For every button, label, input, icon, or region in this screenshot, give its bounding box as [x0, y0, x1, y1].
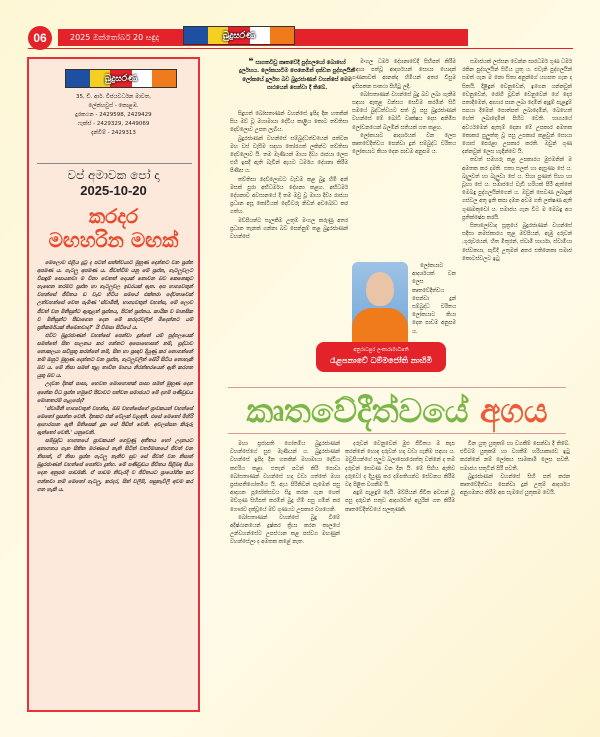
paragraph: සම්බුද්ධ භාගතයේ ශ්‍රාවකයන් ගෙවුණු අතීතය හෝ උදානයට අනාගතය ගැන සිතින මරණයේ නැති සිටින් වර්තමානයේ ජීවත් වන නිසාත්, ඒ නිසා ප්‍රශ්න ගැටලු නැතිව සුව සේ ජීවත් වන නිසාත් බුදුරජාණන් වහන්සේ පෙන්වා දුන්හ. මේ පණිවුඩය ජීවිතය පිළිබඳ සියා දෙන අනුපම පාඩමකි. ඒ පාඩම නිවැරදි ව ජීවිතයට ප්‍රායෝගික කර ගන්නවා නම් මෙතෝ ගැටලු, කරදර, සිත් වලිම්, පසුතැවිලි අවම කර ගත හැකි ය. [37, 438, 193, 493]
author-name: රැළපනාවේ ධම්මජෝති නාහිමි [330, 356, 432, 365]
paragraph: අඳුම් පැළඳුම් දෙයි. මව්පියන් ජීවිත අවසන් වූ පසු දරුවන් සතුව ආදර්ශවත් අයුරින් ගත කිරීම කෘතවේදීත්වයේ සලකුණකි. [345, 490, 455, 513]
phone-line: දුරකථන - 2429598, 2429429 [75, 112, 152, 118]
paragraph: බෝසතාණන් වහන්සේ බුදු වීමේ අදිෂ්ඨානයෙන් දුෂ්කර ක්‍රියා කරන කාලයේ උන්වහන්සේට උපස්ථාන කළ පස්වග මහණුන් වහන්සේලා ද අමතක කළේ නැත. [230, 514, 340, 546]
poya-date: 2025-10-20 [80, 183, 147, 198]
poya-info [29, 167, 198, 199]
divider [37, 163, 192, 164]
fax-line: ෆැක්ස් - 2429329, 2449069 [77, 121, 150, 127]
editorial-title-line2: මඟහරින මඟක් [48, 228, 179, 252]
logo-text: බුදුසරණ [222, 30, 256, 41]
editorial-title-line1: කරදර [88, 204, 139, 228]
paragraph: සිදුහත් බෝසතාණන් වහන්සේ ඉපිද දින හතකින් සිය මව් වූ මහාමායා දේවිය කාළ්‍රිය කොට තව්තිසා දෙව්ලොව උපත ලැබීය. [230, 111, 348, 134]
feature-column-2-wrap [412, 262, 456, 342]
header-rule [28, 48, 573, 49]
paragraph: මහා ප්‍රජාපති ගෝතමිය බුදුරජාණන් වහන්සේගේ සුළු මෑණියන් ය. බුදුරජාණන් වහන්සේ ඉපිද දින හතකින් මහාමායා දේවිය කළුරිය කළා. එතැන් පටන් කිරි පොවා බෝසතාණන් වහන්සේ හදා වඩා ගත්තේ මහා ප්‍රජාපතීගෝතමිය යි. ඇය පිරිනිවන් පෑමෙන් පසු ආදාහන පූජෝත්සවය සිදු කරන ගැන ශෙත් මව්ගුණ සිහිපත් කරමින් බුදු හිමි පසු ගමින් කර ගෞරව දැක්වූයේ මව් ගුණයට උපකාර වශයෙනි. [230, 441, 340, 513]
editorial-box [27, 57, 200, 712]
article-column-1 [230, 440, 340, 712]
headline-rule-bottom [228, 433, 566, 434]
sidebar-logo [65, 69, 177, 88]
feature-column-2 [352, 58, 456, 258]
paragraph: දරුවන් වෙනුවෙන් මුළු ජීවිතය ම කැප කරන්නේ හොඳ දරුවන් හදා වඩා ගැනීම සඳහා ය. මවුපියන්ගේ සලුට බලාපොරොත්තු වන්නේ ද තම දරුවන් සෙවණ වන දින යි. මේ සිහිය ඇතිව දරුවෝ ද දියුණු කර දම්පතියන්ට සේවනය කිරීම වඳ පිළිත වගකීම යි. [345, 441, 455, 489]
paragraph: සිතාලෝවාද සූත්‍රයේ බුදුරජාණන් වහන්සේ සදිසා නමස්කාරය තුළ මව්පියන්, ඇඹු දරුවන් ,ගුරුවරයන්, හිත මිතුරන්, ස්වාමි භාර්යා, ස්වාමියා සේවකයා, පැවිදි උතුමන් අතර එකිනෙකා සමාජ කොටස්වලට ඉටු [462, 223, 572, 262]
author-caption [316, 342, 446, 372]
feature-column-1 [230, 110, 348, 380]
paragraph: තවත් සමහරු කළ උපකාරය මුළුමනින් ම අමතක කර දමති. සතා සලත් හා ඇසුණා සේ ය. බැලුවත් හා බැලුවා සේ ය. සිහා පුණත් සිහා හා වූහා සේ ය. සමාජයේ වැඩි හරියක් පිරී ඇත්තේ මෙබඳු පුද්ගලයින්ගෙන් ය. ඔවුන් සෙවණ ලබාදුන් ගස්වල අතු ඉති කපා දමන අවම ගති ලක්ෂණ ඇති ගුණමකුවෝ ය. සමාජය ගැන වීට ම මෙබඳු අය ප්‍රතික්ෂේප කරයි. [462, 157, 572, 221]
quote-icon: ❝ [248, 57, 254, 67]
editorial-body [37, 259, 193, 494]
poya-name: වප් අමාවක පෝ දා [67, 168, 160, 182]
article-column-3 [460, 440, 570, 712]
paragraph: මෙලොව එළිය දුටු ද පටන් සත්ත්වයාට මුහුණ දෙන්නට වන ප්‍රශ්න අපමණ ය. ගැටලු අපමණ ය. ජීවත්වීම යනු මේ ප්‍රශ්න, ගැටලුවලට විසඳුම් සොයනවා ම විනා වෙනත් දෙයක් නොවන බව කෙනෙකුට හැඟෙන තරමට ප්‍රශ්න හා ගැටලුවල ඉඩරයක් ඇත. අප භාග්‍යවතුන් වහන්සේ ජීවිතය ඩ වැඩ හිටිය සමයේ එක්තරා දේවතාවෙක් උත්වහන්සේ වෙත පැමිණ 'ස්වාමීනි, භාග්‍යවතුන් වහන්ස, මේ ලොව ජීවත් වන මිනිසුන්ට ඇතුළත් ප්‍රශ්නය, පිටත් ප්‍රශ්නය. කායික ව මානසික ව මිනිසුන්ට පීඩාගෙන දෙන මේ කරදරවලින් මිදෙන්නට යම් ප්‍රතිකර්මයක් තිබෙනවාද?' යි විමසා සිටියේ ය. [37, 260, 193, 331]
sidebar-logo-text: බුදුසරණ [104, 73, 138, 84]
paragraph: බුදුරජාණන් වහන්සේ සිහි පත් කරන කෘතවේදීත්වය පෙන්වා දුන් උතුම් ආදර්ශය අනුගමනය කිරීම අප සැමගේ යුතුකම වෙයි. [460, 473, 570, 497]
paragraph: ලෝකයාට ආදර්ශයක් වන ලෙස කෘතවේදීත්වය පෙන්වා දුන් සම්බුද්ධ චරිතය ලෝකයාට කියා දෙන පාඩම අනුපම ය. [412, 263, 456, 335]
pull-quote-text: සාගතවීඩු කෘතවේදී පුද්ගලයෝ බොහෝ දුර්ලභය. ලෝකයාටිම පෙනෙමින් දක්වන පුද්ගලයින් ලෝකයේ දුර්ලභ බව බුදුරජාණන් වහන්සේ මෙම පාඨයෙන් පෙන්වා දී තිබේ. [239, 60, 355, 91]
paragraph: බුදුරජාණන් වහන්සේ සම්බුද්ධත්වයෙන් පත්වන මහ වස් වැසීම සඳහා තෝරගත් ලකින්ට තව්තිසා දෙව්ලොව යි. තම මෑණියන් මායා දිව්‍ය රාජයා ලෙස එහි ඉපදී ඇති බැවින් ඇයට ධර්මය දේශනා කිරීම පිණිස ය. [230, 135, 348, 175]
budusarana-logo [183, 26, 295, 45]
headline-part2: අගය [479, 391, 548, 430]
paragraph: එවිට බුදුරජාණන් වහන්සේ පෙන්වා දුන්නේ යම් පුද්ගලයෙක් සමත්තේ සිත පාලනය කර ගන්නට අපොහොසත් නම්, ශ්‍රද්ධාව නොකලයා සවිපුතු කරන්නේ නම්, සිත හා ප්‍රඥව දියුණු කර නොගන්නේ නම් ඔහුට මුහුණ දෙන්නට වන ප්‍රශ්න, ගැටලුවලින් බේරී සිටිය නොහැකි බව ය. මේ නිසා සමත් තුළ තාවිත මාගය නිරන්තරයෙන් ඇති කරගත යුතු බව ය. [37, 332, 193, 380]
editorial-title [29, 204, 198, 252]
article-headline [228, 391, 566, 431]
paragraph: වින යුතු යුතුකම් හා වගකීම් පෙන්වා දී තිබේ. එවිටම් යුතුකම් හා වගකීම් හරියාකාරව ඉටු කරන්නේ නම් ලෝකය සාමකාමී ලෙස පවතී. සමාජය සතුටින් පිරී පවතී. [460, 441, 570, 472]
feature-column-3 [462, 58, 572, 378]
pull-quote [238, 58, 356, 92]
author-title: අනුරාධපුර ලංකාරාමාධිපති [353, 347, 409, 353]
date-bar: 2025 ඔක්තෝබර් 20 සඳුද [58, 29, 468, 46]
author-photo [352, 262, 408, 347]
publisher-address [29, 93, 198, 138]
paragraph: උදවන දිනක් පාසා, හෙවත මොහොතක් පාසා සමත් මුහුණ දෙන අනේක විධ ප්‍රශ්න හමුවේ පීඩාවට පත්වන සමාජයට මේ දහම් පණිවුඩය මොනතරම් ගැළපේද? [37, 381, 193, 404]
page-header [28, 26, 573, 48]
headline-rule-top [228, 387, 566, 388]
ads-line: දැන්වීම් - 2429313 [91, 130, 136, 136]
page-number-badge: 06 [28, 26, 52, 50]
address-line: ලේක්හවුස් - කොළඹ. [88, 103, 139, 109]
paragraph: තව්තිසා දෙව්ලොවට වැඩම කළ බුදු හිමි අන් මසක් පුරා අභිධර්මය දේශනා කළහ. අභිධර්ම දේශනාව අවසානයේ දී තම මවු වූ මායා දිව්‍ය රාජයා ප්‍රධාන අසූ කෝටියක් දෙවිවරු නිවන් අවබෝධ කර ගත්හ. [230, 176, 348, 216]
paragraph: මව්පියන්ට සැලකීම උතුම් මංගල කරුණු අතර ප්‍රධාන තැනක් ගන්නා බව පෙන්නුම් කළ බුදුරජාණන් වහන්සේ [230, 217, 348, 241]
paragraph: මංගල ධර්ම දේශනාවේදී සිහිපත් කිරීම සඳහා පත්වූ ආදර්ශයන් සොයා යොදන් ගණනාවක් ආනන්ද හිමියන් අතර විසුම ඉසිපතන සංකථා පිහිටු ලදී. [352, 59, 456, 90]
headline-part1: කෘතවේදීත්වයේ [246, 391, 469, 430]
paragraph: සමාජයක් ලස්සන වෙන්න සාරධර්ම ගුණ ධර්ම රකින පුද්ගලයින් සිටිය යුතු ය. එවැනි පුද්ගලයින් සමත් ගැන ම නො සිතා අනුන්ගේ යහපත ගැන ද සිතයි. දිළිඳුන් වෙනුවෙන්, ඉගෙන ගන්නවුන් වෙනුවෙන්, රෝගී වූවන් වෙනුවෙන් ගේ දොර පතාදීමෙන්, ආහාර පාන ලබා දෙමින් ඇඳුම් පැළඳුම් සපයා දීමෙන් පොත්පත් ලබාදෙමින්, බෙහෙත් හේත් ලබාදෙමින් පිහිට වෙති. භාග්‍යයේ අවර්ථමෙන් ඇතැම් දෙනා මේ උපකාර අමතක කොකර සුලුත්තු වූ පසු උපකාර කළවුන් සොයා ගොස් පෙරළා උපකාර කරති. ඔවුන් ගුණ දන්නවුන් ලෙස හැඳින්වෙ යි. [462, 59, 572, 156]
photo-head [366, 272, 394, 306]
paragraph: ලෝකයාට ආදර්ශයක් වන ලෙස කෘතවේදීත්වය පෙන්වා දුන් සම්බුද්ධ චරිතය ලෝකයාට කියා දෙන පාඩම අනුපම ය. [352, 132, 456, 156]
paragraph: 'ස්වාමීනි භාග්‍යවතුන් වහන්ස, ඔබ වහන්සේගේ ශ්‍රාවකයන් වහන්සේ මෙතෝ ප්‍රසන්න වෙති. දිනකට එක් වේලක් වළඳති. එසේ මෙතෝ මිහිරි ආහාරපාන ඇති මිනිසෙක් දුක සේ පීඩිත් වෙති. අවලස්සන කිරුරු ඇත්තෝ වෙති.' යනුවෙනි. [37, 405, 193, 436]
address-line: 35, ඩී. ආර්. විජයවර්ධන මාවත, [75, 94, 152, 100]
article-column-2 [345, 440, 455, 712]
paragraph: බෝසතාණන් වහන්සේ බුදු බව ලබා ගැනීම සඳහා ඇතුළ වන්සය සෙවීම කරමින් සිටි සමයේ බුද්ධත්වයට පත් වූ පසු බුදුරජාණන් වහන්සේ මේ බෝධි වෘක්ෂය දෙස අනිමිස ලෝචනයෙන් බලමින් සතියක් ගත කළහ. [352, 91, 456, 131]
